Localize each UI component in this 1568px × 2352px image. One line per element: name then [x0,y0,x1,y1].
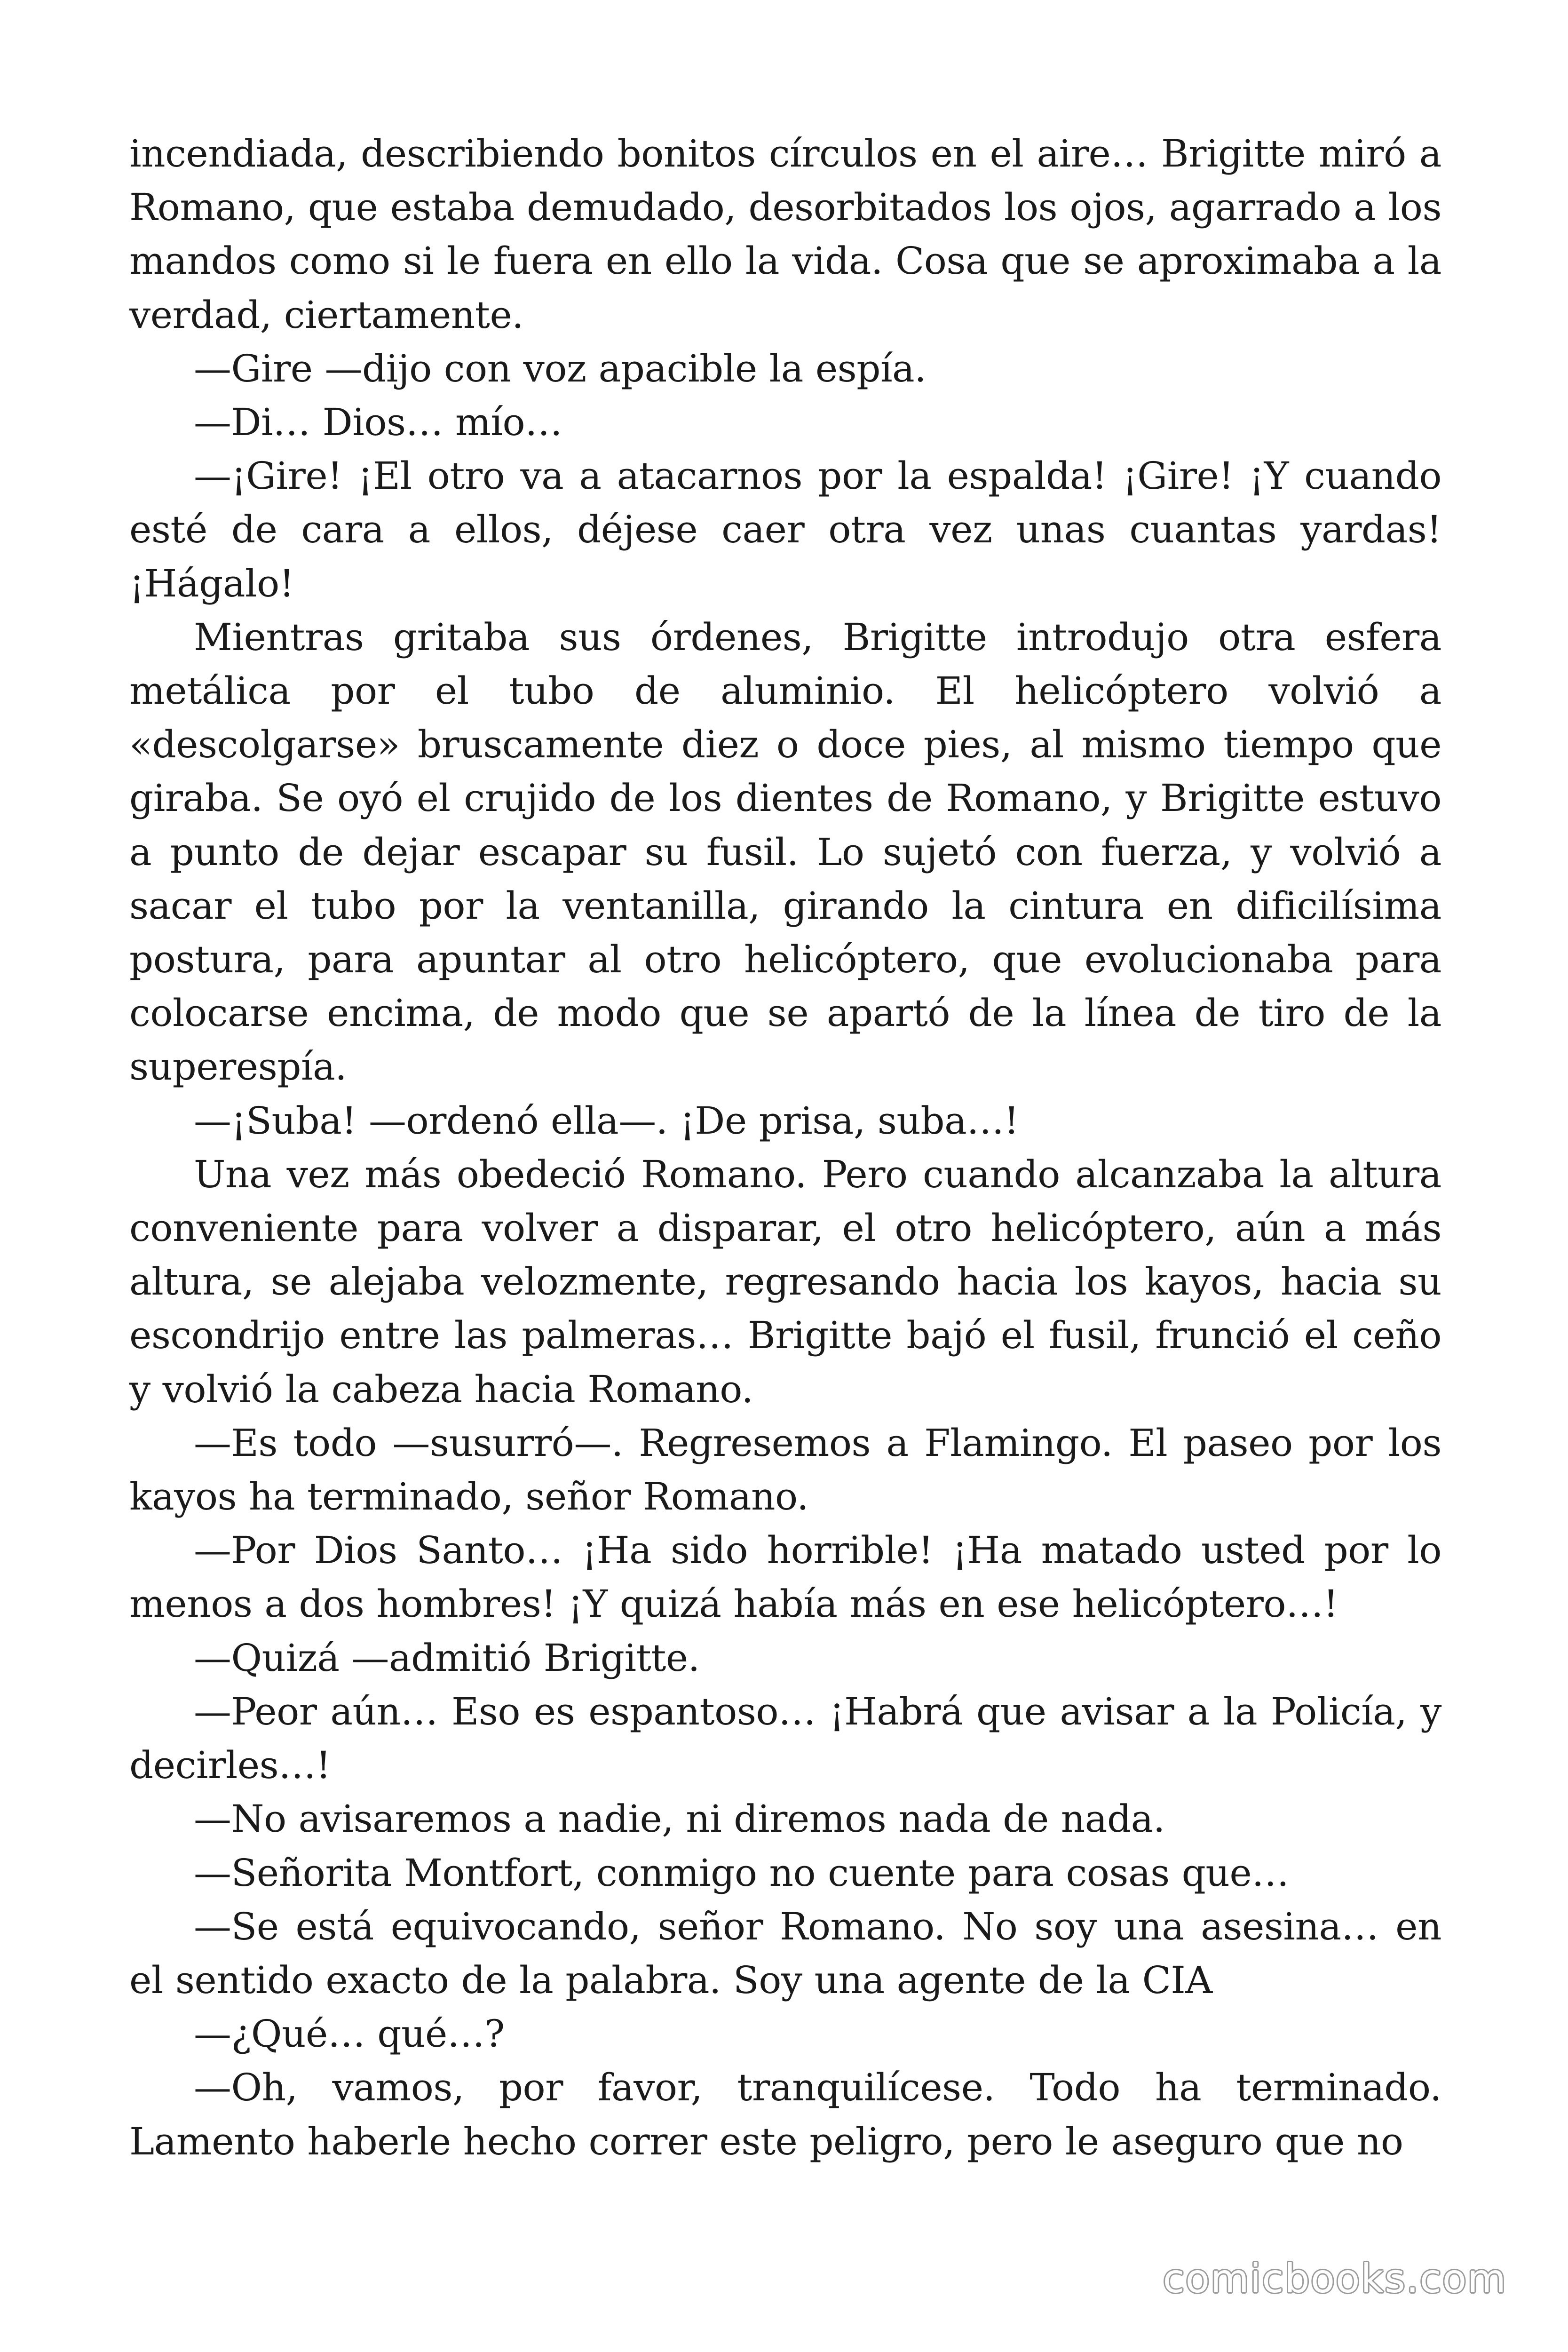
paragraph-16: —Oh, vamos, por favor, tranquilícese. Todo ha terminado. Lamento haberle hecho correr este peligro, pero le aseguro que no [129,2066,1441,2163]
paragraph-3: —Di… Dios… mío… [194,400,562,445]
paragraph-15: —¿Qué… qué…? [194,2012,505,2056]
paragraph-13: —Señorita Montfort, conmigo no cuente para cosas que… [194,1851,1289,1895]
paragraph-11: —Peor aún… Eso es espantoso… ¡Habrá que avisar a la Policía, y decirles…! [129,1689,1441,1788]
paragraph-9: —Por Dios Santo… ¡Ha sido horrible! ¡Ha matado usted por lo menos a dos hombres! ¡Y quizá había más en ese helicóptero…! [129,1528,1441,1626]
paragraph-7: Una vez más obedeció Romano. Pero cuando alcanzaba la altura conveniente para volver a disparar, el otro helicóptero, aún a más altura, se alejaba velozmente, regresando hacia los kayos, hacia su escondrijo entre las palmeras… Brigitte bajó el fusil, frunció el ceño y volvió la cabeza hacia Romano. [129,1152,1441,1411]
paragraph-14: —Se está equivocando, señor Romano. No soy una asesina… en el sentido exacto de la palabra. Soy una agente de la CIA [129,1904,1441,2002]
paragraph-10: —Quizá —admitió Brigitte. [194,1636,700,1680]
paragraph-1: incendiada, describiendo bonitos círculos en el aire… Brigitte miró a Romano, que estaba demudado, desorbitados los ojos, agarrado a los mandos como si le fuera en ello la vida. Cosa que se aproximaba a la verdad, ciertamente. [129,132,1441,337]
paragraph-8: —Es todo —susurró—. Regresemos a Flamingo. El paseo por los kayos ha terminado, señor Romano. [129,1421,1441,1519]
page-body-text [129,127,1441,2169]
paragraph-2: —Gire —dijo con voz apacible la espía. [194,346,927,390]
watermark-text: comicbooks.com [1163,2256,1507,2302]
paragraph-12: —No avisaremos a nadie, ni diremos nada de nada. [194,1797,1165,1841]
paragraph-6: —¡Suba! —ordenó ella—. ¡De prisa, suba…! [194,1098,1019,1143]
paragraph-5: Mientras gritaba sus órdenes, Brigitte introdujo otra esfera metálica por el tubo de aluminio. El helicóptero volvió a «descolgarse» bruscamente diez o doce pies, al mismo tiempo que giraba. Se oyó el crujido de los dientes de Romano, y Brigitte estuvo a punto de dejar escapar su fusil. Lo sujetó con fuerza, y volvió a sacar el tubo por la ventanilla, girando la cintura en dificilísima postura, para apuntar al otro helicóptero, que evolucionaba para colocarse encima, de modo que se apartó de la línea de tiro de la superespía. [129,615,1441,1089]
paragraph-4: —¡Gire! ¡El otro va a atacarnos por la espalda! ¡Gire! ¡Y cuando esté de cara a ellos, déjese caer otra vez unas cuantas yardas! ¡Hágalo! [129,454,1441,605]
